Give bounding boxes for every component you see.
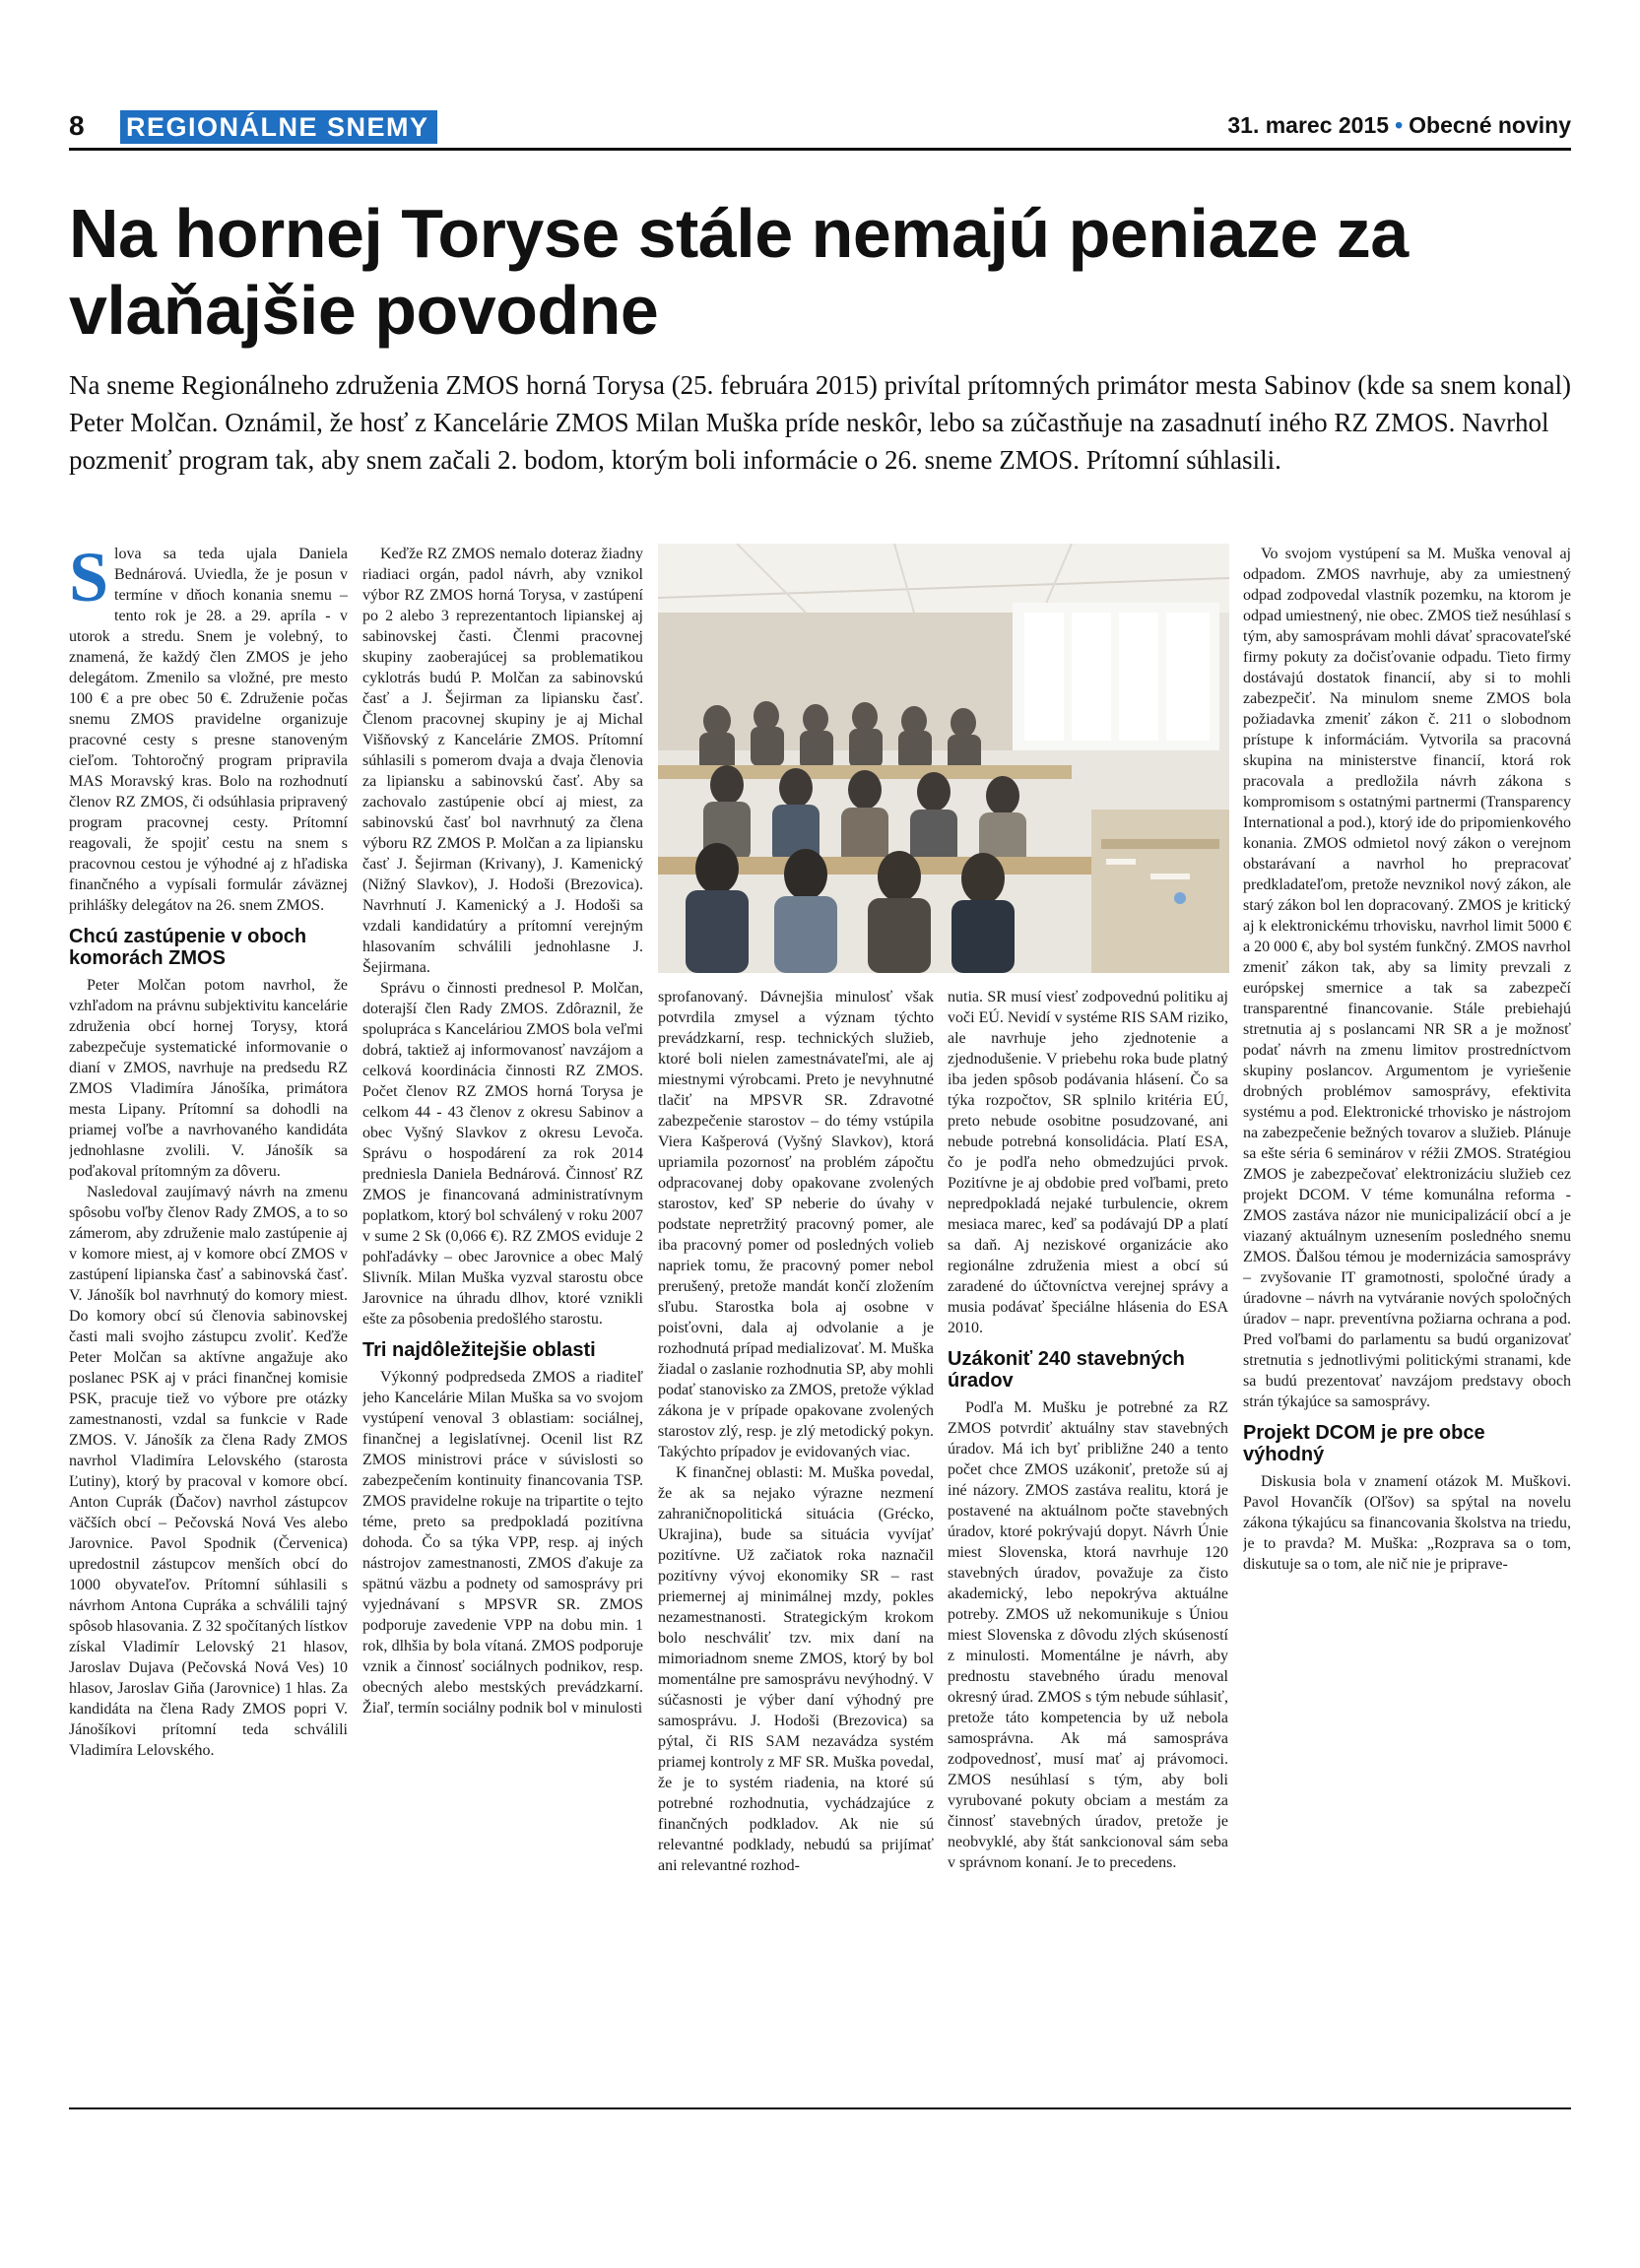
footer-rule [69, 2107, 1571, 2109]
page-number: 8 [69, 110, 85, 141]
paragraph: Správu o činnosti prednesol P. Molčan, doterajší člen Rady ZMOS. Zdôraznil, že spolupráca s Kanceláriou ZMOS bola veľmi dobrá, taktiež aj informovanosť navzájom a celková koordinácia činnosti RZ ZMOS. Počet členov RZ ZMOS horná Torysa je celkom 44 - 43 členov z okresu Sabinov a obec Vyšný Slavkov z okresu Levoča. Správu o hospodárení za rok 2014 predniesla Daniela Bednárová. Činnosť RZ ZMOS je financovaná administratívnym poplatkom, ktorý bol schválený v roku 2007 v sume 2 Sk (0,066 €). RZ ZMOS eviduje 2 pohľadávky – obec Jarovnice a obec Malý Slivník. Milan Muška vyzval starostu obce Jarovnice na úhradu dlhov, ktoré vznikli ešte za pôsobenia predošlého starostu. [362, 980, 643, 1328]
column-1 [69, 544, 348, 2100]
meeting-photo [658, 544, 1229, 973]
separator-dot: • [1395, 112, 1404, 138]
paragraph: K finančnej oblasti: M. Muška povedal, že ak sa nejako výrazne nezmení zahraničnopolitická situácia (Grécko, Ukrajina), bude sa situácia vyvíjať pozitívne. Už začiatok roka naznačil pozitívny vývoj ekonomiky SR – rast priemernej aj minimálnej mzdy, pokles nezamestnanosti. Strategickým krokom bolo neschváliť tzv. mix daní na mimoriadnom sneme ZMOS, ktorý by bol momentálne pre samosprávu nevýhodný. V súčasnosti je výber daní výhodný pre samosprávu. J. Hodoši (Brezovica) sa pýtal, či RIS SAM nezavádza systém priamej kontroly z MF SR. Muška povedal, že je to systém riadenia, na ktoré sú potrebné rozhodnutia, vychádzajúce z finančných podkladov. Ak nie sú relevantné podklady, nebudú sa prijímať ani relevantné rozhod- [658, 1464, 934, 1874]
paragraph: Podľa M. Mušku je potrebné za RZ ZMOS potvrdiť aktuálny stav stavebných úradov. Má ich byť približne 240 a tento počet chce ZMOS uzákoniť, pretože sú aj iné názory. ZMOS zastáva realitu, ktorá je postavené na aktuálnom počte stavebných úradov, ktoré pokrývajú dopyt. Návrh Únie miest Slovenska, ktorá navrhuje 120 stavebných úradov, považuje za čisto akademický, lebo nepokrýva aktuálne potreby. ZMOS už nekomunikuje s Úniou miest Slovenska z dôvodu zlých skúseností z minulosti. Momentálne je návrh, aby prednostu stavebného úradu menoval okresný úrad. ZMOS s tým nebude súhlasiť, pretože táto kompetencia by už nebola samosprávna. Ak má samospráva zodpovednosť, musí mať aj právomoci. ZMOS nesúhlasí s tým, aby boli vyrubované pokuty obciam a mestám za činnosť stavebných úradov, pretože je neobvyklé, aby štát sankcionoval sám seba v správnom konaní. Je to precedens. [948, 1399, 1228, 1871]
paragraph: Nasledoval zaujímavý návrh na zmenu spôsobu voľby členov Rady ZMOS, a to so zámerom, aby združenie malo zastúpenie aj v komore miest, aj v komore obcí ZMOS v zastúpení lipianska časť a sabinovská časť. V. Jánošík bol navrhnutý do komory miest. Do komory obcí sú členovia sabinovskej časti mali svojho zástupcu zvoliť. Keďže Peter Molčan sa aktívne angažuje ako poslanec PSK aj v práci finančnej komisie PSK, pracuje tiež vo výbore pre otázky zamestnanosti, vzdal sa funkcie v Rade ZMOS. V. Jánošík za člena Rady ZMOS navrhol Vladimíra Lelovského (starosta Ľutiny), ktorý by pracoval v komore obcí. Anton Cuprák (Ďačov) navrhol zástupcov väčších obcí – Pečovská Nová Ves alebo Jarovnice. Pavol Spodnik (Červenica) upredostnil zástupcov menších obcí do 1000 obyvateľov. Prítomní súhlasili s návrhom Antona Cupráka a schválili tajný spôsob hlasovania. Z 32 spočítaných lístkov získal Vladimír Lelovský 21 hlasov, Jaroslav Dujava (Pečovská Nová Ves) 10 hlasov, Jaroslav Giňa (Jarovnice) 1 hlas. Za kandidáta na člena Rady ZMOS popri V. Jánošíkovi prítomní teda schválili Vladimíra Lelovského. [69, 1184, 348, 1759]
section-label: REGIONÁLNE SNEMY [120, 110, 437, 144]
subheading: Uzákoniť 240 stavebných úradov [948, 1348, 1185, 1392]
issue-info [1227, 112, 1571, 139]
publication-name: Obecné noviny [1409, 112, 1571, 138]
subheading: Chcú zastúpenie v oboch komorách ZMOS [69, 926, 307, 969]
meeting-photo-image [658, 544, 1229, 973]
paragraph: Peter Molčan potom navrhol, že vzhľadom na právnu subjektivitu kancelárie združenia obcí hornej Torysy, ktorá zabezpečuje systematické informovanie o dianí v ZMOS, navrhuje na predsedu RZ ZMOS Vladimíra Jánošíka, primátora mesta Lipany. Prítomní sa dohodli na priamej voľbe a navrhovaného kandidáta jednohlasne zvolili. V. Jánošík sa poďakoval prítomným za dôveru. [69, 977, 348, 1180]
paragraph [69, 544, 348, 916]
header-rule [69, 148, 1571, 151]
column-2 [362, 544, 643, 2100]
subheading: Projekt DCOM je pre obce výhodný [1243, 1422, 1485, 1465]
paragraph: nutia. SR musí viesť zodpovednú politiku aj voči EÚ. Nevidí v systéme RIS SAM riziko, ale navrhuje jeho zjednotenie a zjednodušenie. V priebehu roka bude platný iba jeden spôsob podávania hlásení. Čo sa týka rozpočtov, SR splnilo kritéria EÚ, preto nebude osobitne posudzované, ani nebude potrebná konsolidácia. Platí ESA, čo je podľa neho obmedzujúci prvok. Pozitívne je aj obdobie pred voľbami, preto nepredpokladá nejaké turbulencie, okrem mesiaca marec, keď sa podávajú DP a platí sa daň. Aj neziskové organizácie ako regionálne združenia miest a obcí sú zaradené do účtovníctva verejnej správy a musia podávať špeciálne hlásenia do ESA 2010. [948, 989, 1228, 1336]
paragraph: Výkonný podpredseda ZMOS a riaditeľ jeho Kancelárie Milan Muška sa vo svojom vystúpení venoval 3 oblastiam: sociálnej, finančnej a legislatívnej. Ocenil list RZ ZMOS ministrovi práce v súvislosti so zabezpečením kontinuity financovania TSP. ZMOS pravidelne rokuje na tripartite o tejto téme, preto sa predpokladá pozitívna dohoda. Čo sa týka VPP, resp. aj iných nástrojov zamestnanosti, ZMOS ďakuje za spätnú väzbu a podnety od samosprávy pri vyjednávaní s MPSVR SR. ZMOS podporuje zavedenie VPP na dobu min. 1 rok, dlhšia by bola vítaná. ZMOS podporuje vznik a činnosť sociálnych podnikov, resp. obecných alebo mestských prevádzkarní. Žiaľ, termín sociálny podnik bol v minulosti [362, 1369, 643, 1717]
subheading: Tri najdôležitejšie oblasti [362, 1339, 596, 1361]
column-3 [658, 987, 934, 2100]
paragraph: sprofanovaný. Dávnejšia minulosť však potvrdila zmysel a význam týchto prevádzkarní, resp. technických služieb, ktoré boli nielen zamestnávateľmi, ale aj miestnymi výrobcami. Preto je nevyhnutné tlačiť na MPSVR SR. Zdravotné zabezpečenie starostov – do témy vstúpila Viera Kašperová (Vyšný Slavkov), ktorá upriamila pozornosť na problém zápočtu odpracovanej doby opakovane zvolených starostov, keď SP neberie do úvahy v podstate nepretržitý pracovný pomer, ale iba pracovný pomer od posledných volieb napriek tomu, že pracovný pomer nebol prerušený, pretože mandát končí zložením sľubu. Starostka bola aj osobne v poisťovni, dala aj odvolanie a je rozhodnutá prípad medializovať. M. Muška žiadal o zaslanie rozhodnutia SP, aby mohli podať stanovisko za ZMOS, pretože výklad zákona je v prípade opakovane zvolených starostov zlý, resp. je zlý metodický pokyn. Takýchto prípadov je evidovaných viac. [658, 989, 934, 1460]
issue-date: 31. marec 2015 [1227, 112, 1390, 138]
paragraph-text: lova sa teda ujala Daniela Bednárová. Uviedla, že je posun v termíne v dňoch konania snemu – tento rok je 28. a 29. apríla - v utorok a stredu. Snem je volebný, to znamená, že každý člen ZMOS je jeho delegátom. Zmenilo sa vložné, pre mesto 100 € a pre obec 50 €. Združenie počas snemu ZMOS pravidelne organizuje pracovné cesty s presne stanoveným cieľom. Tohtoročný program pripravila MAS Moravský kras. Bolo na rozhodnutí členov RZ ZMOS, či odsúhlasia pripravený program pracovnej cesty. Prítomní reagovali, že spojiť cestu na snem s pracovnou cestou je výhodné aj z hľadiska finančného a vypísali formulár záväznej prihlášky delegátov na 26. snem ZMOS. [69, 546, 348, 914]
paragraph: Vo svojom vystúpení sa M. Muška venoval aj odpadom. ZMOS navrhuje, aby za umiestnený odpad zodpovedal vlastník pozemku, na ktorom je odpad umiestnený, nie obec. ZMOS tiež nesúhlasí s tým, aby samosprávam mohli dávať spracovateľské firmy pokuty za dočisťovanie odpadu. Tieto firmy dostávajú dostatok financií, aby si to mohli zabezpečiť. Na minulom sneme ZMOS bola požiadavka zmeniť zákon č. 211 o slobodnom prístupe k informáciám. Vytvorila sa pracovná skupina na ministerstve financií, ktorá rok pracovala a predložila návrh zákona s kompromisom s ostatnými partnermi (Transparency International a pod.), ktorý ide do pripomienkového konania. ZMOS odmietol nový zákon o verejnom obstarávaní a navrhol ho prepracovať predkladateľom, pretože nevznikol nový zákon, ale starý zákon bol len dopracovaný. ZMOS je kritický aj k elektronickému trhovisku, navrhol limit 5000 € a 20 000 €, aby bol systém funkčný. ZMOS navrhol zmeniť zákon tak, aby sa limity prevzali z európskej smernice a tak sa zabezpečí transparentné financovanie. Stále prebiehajú stretnutia aj s poslancami NR SR a je možnosť podať návrh na zmenu limitov prostredníctvom skupiny poslancov. Argumentom je vyriešenie drobných problémov samosprávy, efektivita systému a pod. Elektronické trhovisko je nástrojom na zabezpečenie bežných tovarov a služieb. Plánuje sa ešte séria 6 seminárov v réžii ZMOS. Stratégiou ZMOS je zabezpečovať elektronizáciu služieb cez projekt DCOM. V téme komunálna reforma - ZMOS zastáva názor nie municipalizácií obcí a je viazaný aktuálnym uznesením posledného snemu ZMOS. Ďalšou témou je modernizácia samosprávy – zvyšovanie IT gramotnosti, spoločné úrady a úradovne – návrh na vytváranie nových spoločných úradov – napr. preventívna požiarna ochrana a pod. Pred voľbami do parlamentu sa budú organizovať stretnutia s jednotlivými politickými stranami, kde sa budú prezentovať navzájom predstavy oboch strán týkajúce sa samosprávy. [1243, 546, 1571, 1410]
column-5 [1243, 544, 1571, 2100]
paragraph: Diskusia bola v znamení otázok M. Muškovi. Pavol Hovančík (Oľšov) sa spýtal na novelu zákona týkajúcu sa financovania školstva na triedu, je to pravda? M. Muška: „Rozprava sa o tom, diskutuje sa o tom, ale nič nie je priprave- [1243, 1473, 1571, 1573]
drop-cap: S [69, 544, 109, 616]
paragraph: Keďže RZ ZMOS nemalo doteraz žiadny riadiaci orgán, padol návrh, aby vznikol výbor RZ ZMOS horná Torysa, v zastúpení po 2 alebo 3 reprezentantoch lipianskej aj sabinovskej časti. Členmi pracovnej skupiny zaoberajúcej sa problematikou cyklotrás budú P. Molčan za sabinovskú časť a J. Šejirman za lipiansku časť. Členom pracovnej skupiny je aj Michal Višňovský z Kancelárie ZMOS. Prítomní súhlasili s pomerom dvaja a dvaja členovia za lipiansku a sabinovskú časť. Aby sa zachovalo zastúpenie obcí aj miest, za sabinovskú časť bol navrhnutý za člena výboru RZ ZMOS P. Molčan a za lipiansku časť J. Šejirman (Krivany), J. Kamenický (Nižný Slavkov), J. Hodoši (Brezovica). Navrhnutí J. Kamenický a J. Hodoši sa vzdali kandidatúry a prítomní verejným hlasovaním schválili jednohlasne J. Šejirmana. [362, 546, 643, 976]
article-lead: Na sneme Regionálneho združenia ZMOS horná Torysa (25. februára 2015) privítal prítomných primátor mesta Sabinov (kde sa snem konal) Peter Molčan. Oznámil, že hosť z Kancelárie ZMOS Milan Muška príde neskôr, lebo sa zúčastňuje na zasadnutí iného RZ ZMOS. Navrhol pozmeniť program tak, aby snem začali 2. bodom, ktorým boli informácie o 26. sneme ZMOS. Prítomní súhlasili. [69, 370, 1571, 475]
page-header [69, 110, 1571, 146]
article-title: Na hornej Toryse stále nemajú peniaze za vlaňajšie povodne [69, 195, 1409, 349]
column-4 [948, 987, 1228, 2100]
